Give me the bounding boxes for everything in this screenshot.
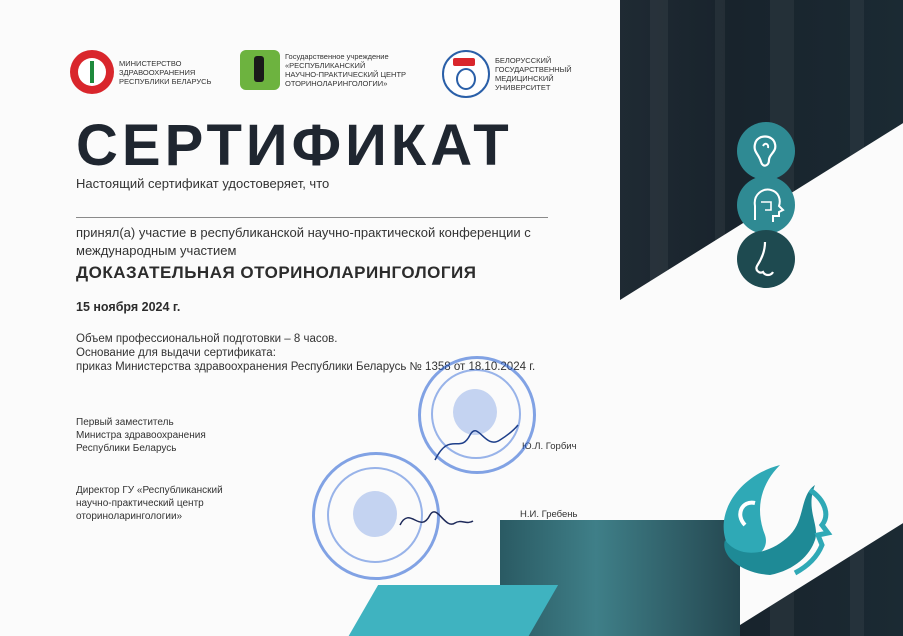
nose-icon	[737, 230, 795, 288]
ministry-logo-line: МИНИСТЕРСТВО	[119, 58, 182, 68]
center-logo-line: ОТОРИНОЛАРИНГОЛОГИИ»	[285, 79, 388, 88]
ministry-emblem-icon	[70, 50, 114, 94]
position-line: Директор ГУ «Республиканский	[76, 485, 223, 496]
basis-text: приказ Министерства здравоохранения Республики Беларусь № 1358 от 18.10.2024 г.	[76, 361, 536, 373]
center-logo	[240, 50, 406, 90]
signatory-2-position	[76, 484, 223, 523]
university-emblem-icon	[442, 50, 490, 98]
certificate-title: СЕРТИФИКАТ	[76, 113, 513, 178]
volume-text: Объем профессиональной подготовки – 8 часов.	[76, 333, 338, 345]
signatory-1-position	[76, 416, 206, 455]
signature-1	[430, 410, 520, 470]
ministry-logo-line: РЕСПУБЛИКИ БЕЛАРУСЬ	[119, 76, 212, 86]
university-logo	[442, 50, 572, 98]
position-line: Республики Беларусь	[76, 443, 177, 454]
center-logo-line: Государственное учреждение	[285, 52, 389, 61]
name-line-divider	[76, 217, 548, 218]
university-logo-line: ГОСУДАРСТВЕННЫЙ	[495, 65, 572, 74]
university-logo-line: УНИВЕРСИТЕТ	[495, 83, 551, 92]
ministry-logo-line: ЗДРАВООХРАНЕНИЯ	[119, 67, 196, 77]
center-logo-line: «РЕСПУБЛИКАНСКИЙ	[285, 61, 366, 70]
basis-label: Основание для выдачи сертификата:	[76, 347, 276, 359]
specialty-icons	[737, 122, 797, 284]
university-logo-line: БЕЛОРУССКИЙ	[495, 56, 552, 65]
ear-icon	[737, 122, 795, 180]
logos-row	[70, 50, 590, 100]
details-block	[76, 332, 596, 374]
participation-text: принял(а) участие в республиканской научно-практической конференции с международным участием	[76, 225, 531, 258]
face-logo-icon	[700, 455, 840, 595]
center-logo-line: НАУЧНО-ПРАКТИЧЕСКИЙ ЦЕНТР	[285, 70, 407, 79]
university-logo-line: МЕДИЦИНСКИЙ	[495, 74, 554, 83]
center-emblem-icon	[240, 50, 280, 90]
certificate-subtitle: Настоящий сертификат удостоверяет, что	[76, 176, 330, 191]
head-profile-icon	[737, 176, 795, 234]
conference-date: 15 ноября 2024 г.	[76, 300, 181, 314]
position-line: Министра здравоохранения	[76, 430, 206, 441]
signatory-1-name: Ю.Л. Горбич	[522, 441, 577, 452]
teal-light-decor	[332, 585, 558, 636]
conference-name: ДОКАЗАТЕЛЬНАЯ ОТОРИНОЛАРИНГОЛОГИЯ	[76, 263, 477, 282]
signature-2	[395, 495, 475, 545]
position-line: оториноларингологии»	[76, 511, 183, 522]
signatory-2-name: Н.И. Гребень	[520, 509, 578, 520]
position-line: Первый заместитель	[76, 417, 174, 428]
position-line: научно-практический центр	[76, 498, 204, 509]
ministry-logo	[70, 50, 211, 94]
